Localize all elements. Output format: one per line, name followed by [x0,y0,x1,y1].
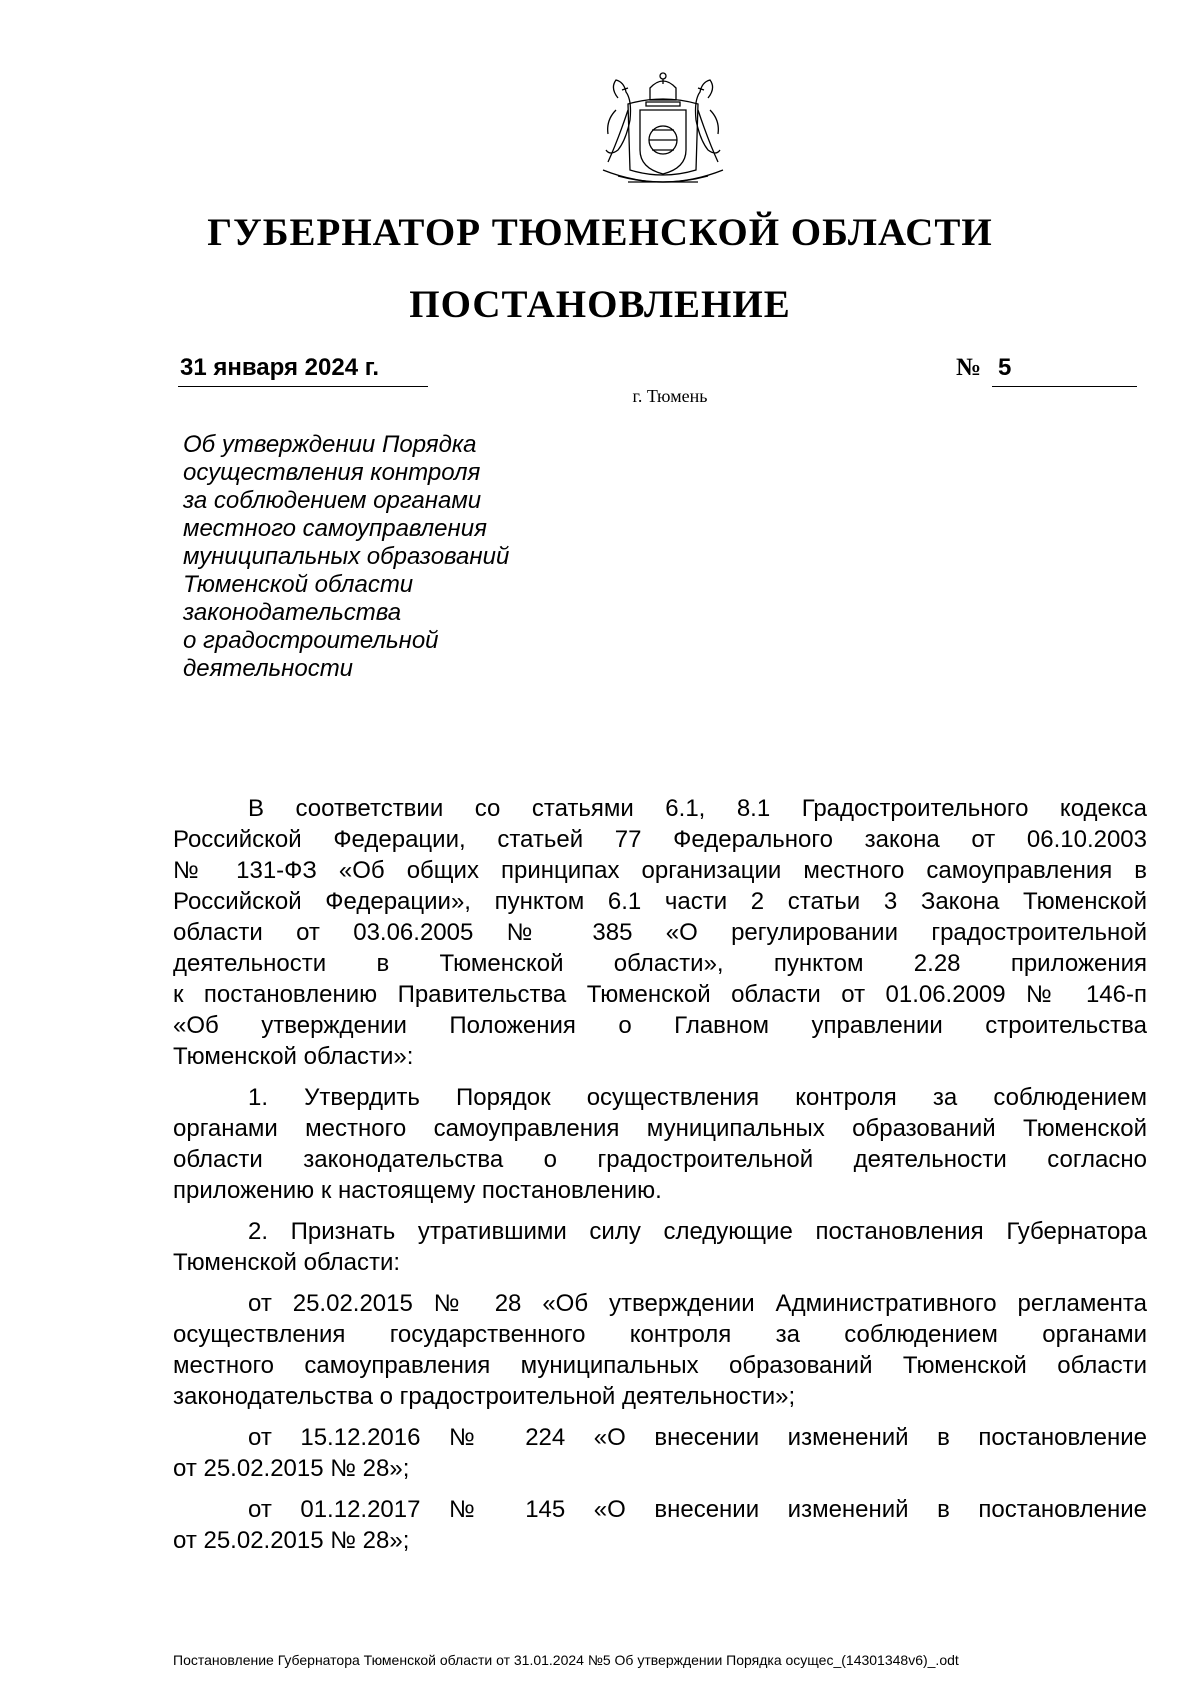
body-line: Российской Федерации, статьей 77 Федерального закона от 06.10.2003 [173,826,1147,853]
page-footer: Постановление Губернатора Тюменской области от 31.01.2024 №5 Об утверждении Порядка осущес_(14301348v6)_.odt [173,1652,959,1668]
document-date: 31 января 2024 г. [180,354,379,381]
body-line: № 131-ФЗ «Об общих принципах организации местного самоуправления в [173,857,1147,884]
document-title [183,431,583,683]
title-line: осуществления контроля [183,459,481,486]
subitem-3-paragraph [173,1494,1147,1556]
body-line: 1. Утвердить Порядок осуществления контроля за соблюдением [248,1084,1147,1111]
body-line: законодательства о градостроительной деятельности»; [173,1383,796,1410]
body-line: от 15.12.2016 № 224 «О внесении изменений в постановление [248,1424,1147,1451]
title-line: о градостроительной [183,627,439,654]
body-line: «Об утверждении Положения о Главном управлении строительства [173,1012,1147,1039]
body-line: органами местного самоуправления муниципальных образований Тюменской [173,1115,1147,1142]
body-line: от 25.02.2015 № 28»; [173,1455,410,1482]
body-line: Тюменской области»: [173,1043,414,1070]
body-line: от 25.02.2015 № 28 «Об утверждении Административного регламента [248,1290,1147,1317]
title-line: муниципальных образований [183,543,510,570]
body-line: от 01.12.2017 № 145 «О внесении изменений в постановление [248,1496,1147,1523]
preamble-paragraph [173,793,1147,1072]
body-line: местного самоуправления муниципальных образований Тюменской области [173,1352,1147,1379]
body-line: 2. Признать утратившими силу следующие постановления Губернатора [248,1218,1147,1245]
number-label: № [956,354,982,381]
document-date-field [178,354,428,387]
body-line: от 25.02.2015 № 28»; [173,1527,410,1554]
document-number: 5 [998,354,1012,381]
subitem-2-paragraph [173,1422,1147,1484]
title-line: Тюменской области [183,571,414,598]
coat-of-arms-emblem [588,70,738,192]
document-number-field [992,354,1137,387]
item-2-paragraph [173,1216,1147,1278]
body-line: деятельности в Тюменской области», пунктом 2.28 приложения [173,950,1147,977]
body-line: к постановлению Правительства Тюменской области от 01.06.2009 № 146-п [173,981,1147,1008]
body-line: области от 03.06.2005 № 385 «О регулировании градостроительной [173,919,1147,946]
body-line: приложению к настоящему постановлению. [173,1177,662,1204]
body-line: области законодательства о градостроительной деятельности согласно [173,1146,1147,1173]
body-line: Тюменской области: [173,1249,401,1276]
issue-city: г. Тюмень [632,386,708,406]
document-type: ПОСТАНОВЛЕНИЕ [409,283,791,326]
title-line: законодательства [183,599,402,626]
title-line: местного самоуправления [183,515,487,542]
body-line: В соответствии со статьями 6.1, 8.1 Градостроительного кодекса [248,795,1147,822]
body-line: Российской Федерации», пунктом 6.1 части 2 статьи 3 Закона Тюменской [173,888,1147,915]
document-body [173,793,1147,1566]
body-line: осуществления государственного контроля за соблюдением органами [173,1321,1147,1348]
title-line: деятельности [183,655,354,682]
subitem-1-paragraph [173,1288,1147,1412]
item-1-paragraph [173,1082,1147,1206]
title-line: Об утверждении Порядка [183,431,477,458]
issuing-authority: ГУБЕРНАТОР ТЮМЕНСКОЙ ОБЛАСТИ [207,211,993,254]
title-line: за соблюдением органами [183,487,482,514]
